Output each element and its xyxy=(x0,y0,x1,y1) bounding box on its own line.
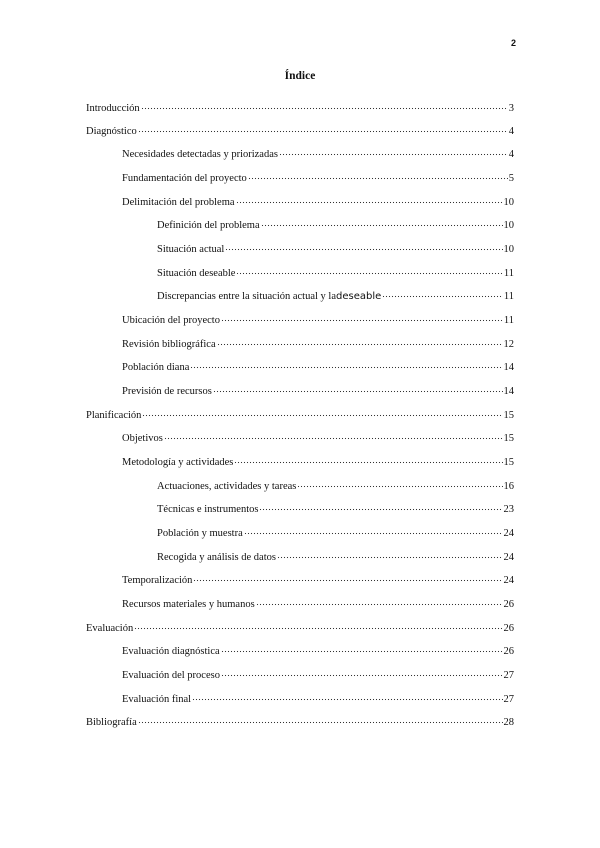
toc-entry-page: 12 xyxy=(503,339,514,350)
toc-entry-label: Evaluación del proceso xyxy=(122,670,220,681)
toc-entry-page: 24 xyxy=(503,575,514,586)
toc-entry-page: 15 xyxy=(503,410,514,421)
toc-leader-dots xyxy=(142,406,502,418)
toc-entry-label: Situación deseable xyxy=(157,268,236,279)
page-number: 2 xyxy=(510,38,516,48)
toc-entry-label: Diagnóstico xyxy=(86,126,137,137)
toc-entry-label: Temporalización xyxy=(122,575,193,586)
toc-entry[interactable] xyxy=(86,406,514,420)
toc-entry[interactable] xyxy=(122,453,514,467)
toc-entry-page: 27 xyxy=(503,670,514,681)
toc-entry[interactable] xyxy=(157,216,514,230)
toc-leader-dots xyxy=(261,216,503,228)
toc-leader-dots xyxy=(190,358,502,370)
toc-entry-page: 10 xyxy=(503,197,514,208)
toc-entry[interactable] xyxy=(157,264,514,278)
toc-entry-label: Recursos materiales y humanos xyxy=(122,599,255,610)
toc-entry[interactable] xyxy=(86,99,514,113)
toc-entry-page: 24 xyxy=(503,552,514,563)
toc-entry-page: 10 xyxy=(503,220,514,231)
toc-entry[interactable] xyxy=(122,145,514,159)
toc-leader-dots xyxy=(192,690,502,702)
toc-leader-dots xyxy=(213,382,503,394)
toc-entry-label: Fundamentación del proyecto xyxy=(122,173,247,184)
toc-entry-label: Necesidades detectadas y priorizadas xyxy=(122,149,278,160)
toc-entry[interactable] xyxy=(157,500,514,514)
toc-entry-label: Población diana xyxy=(122,362,190,373)
toc-entry-label: Recogida y análisis de datos xyxy=(157,552,276,563)
toc-leader-dots xyxy=(259,500,502,512)
toc-entry-label: Bibliografía xyxy=(86,717,137,728)
toc-entry-page: 10 xyxy=(503,244,514,255)
toc-entry-page: 4 xyxy=(508,149,514,160)
toc-entry[interactable] xyxy=(86,122,514,136)
toc-entry[interactable] xyxy=(86,713,514,727)
toc-entry-label: Delimitación del problema xyxy=(122,197,235,208)
toc-leader-dots xyxy=(297,477,502,489)
toc-entry-label: Definición del problema xyxy=(157,220,260,231)
toc-entry-page: 26 xyxy=(503,646,514,657)
toc-entry-page: 26 xyxy=(503,623,514,634)
toc-entry-page: 15 xyxy=(503,433,514,444)
toc-entry-label: Evaluación diagnóstica xyxy=(122,646,220,657)
toc-leader-dots xyxy=(244,524,503,536)
toc-entry-page: 26 xyxy=(503,599,514,610)
toc-entry-label: Previsión de recursos xyxy=(122,386,212,397)
toc-leader-dots xyxy=(134,619,502,631)
toc-entry-page: 3 xyxy=(508,103,514,114)
toc-leader-dots xyxy=(221,666,503,678)
toc-entry[interactable] xyxy=(157,524,514,538)
toc-entry[interactable] xyxy=(157,240,514,254)
toc-leader-dots xyxy=(236,193,503,205)
toc-entry-page: 11 xyxy=(503,291,514,302)
toc-entry-label: Metodología y actividades xyxy=(122,457,234,468)
page-title: Índice xyxy=(284,70,316,82)
toc-leader-dots xyxy=(225,240,502,252)
toc-entry-label: Introducción xyxy=(86,103,140,114)
toc-entry-label: Ubicación del proyecto xyxy=(122,315,220,326)
toc-entry-page: 14 xyxy=(503,386,514,397)
toc-entry[interactable] xyxy=(122,358,514,372)
toc-leader-dots xyxy=(236,264,502,276)
toc-entry-label: Evaluación xyxy=(86,623,134,634)
toc-entry[interactable] xyxy=(122,690,514,704)
toc-entry[interactable] xyxy=(122,335,514,349)
toc-entry[interactable] xyxy=(122,571,514,585)
toc-leader-dots xyxy=(221,311,503,323)
toc-entry[interactable] xyxy=(122,311,514,325)
toc-entry-label: Objetivos xyxy=(122,433,163,444)
toc-entry-label: Evaluación final xyxy=(122,694,192,705)
toc-leader-dots xyxy=(256,595,503,607)
toc-leader-dots xyxy=(277,548,503,560)
toc-entry-label-suffix: deseable xyxy=(336,291,382,302)
toc-entry[interactable] xyxy=(122,642,514,656)
toc-leader-dots xyxy=(193,571,502,583)
toc-entry-page: 28 xyxy=(503,717,514,728)
toc-entry[interactable] xyxy=(122,382,514,396)
toc-entry-label: Técnicas e instrumentos xyxy=(157,504,259,515)
toc-leader-dots xyxy=(279,145,508,157)
toc-entry-label: Actuaciones, actividades y tareas xyxy=(157,481,297,492)
toc-entry[interactable] xyxy=(122,169,514,183)
toc-entry[interactable] xyxy=(86,619,514,633)
toc-entry-page: 16 xyxy=(503,481,514,492)
toc-entry-label: Situación actual xyxy=(157,244,225,255)
toc-leader-dots xyxy=(217,335,503,347)
toc-entry-page: 15 xyxy=(503,457,514,468)
toc-entry-page: 4 xyxy=(508,126,514,137)
toc-entry-label: Discrepancias entre la situación actual y la xyxy=(157,291,337,302)
toc-leader-dots xyxy=(141,99,508,111)
toc-leader-dots xyxy=(234,453,502,465)
toc-entry[interactable] xyxy=(122,666,514,680)
toc-leader-dots xyxy=(248,169,508,181)
toc-leader-dots xyxy=(138,122,508,134)
toc-entry[interactable] xyxy=(122,193,514,207)
toc-entry-page: 11 xyxy=(503,268,514,279)
toc-entry[interactable] xyxy=(157,287,514,301)
toc-entry[interactable] xyxy=(157,548,514,562)
toc-leader-dots xyxy=(221,642,503,654)
toc-entry-page: 27 xyxy=(503,694,514,705)
toc-entry-label: Planificación xyxy=(86,410,142,421)
toc-entry[interactable] xyxy=(122,429,514,443)
toc-leader-dots xyxy=(138,713,503,725)
toc-entry[interactable] xyxy=(122,595,514,609)
toc-entry[interactable] xyxy=(157,477,514,491)
toc-leader-dots xyxy=(164,429,503,441)
toc-entry-page: 24 xyxy=(503,528,514,539)
toc-entry-page: 5 xyxy=(508,173,514,184)
toc-entry-label: Población y muestra xyxy=(157,528,243,539)
toc-entry-label: Revisión bibliográfica xyxy=(122,339,216,350)
toc-leader-dots xyxy=(382,287,503,299)
toc-entry-page: 14 xyxy=(503,362,514,373)
toc-entry-page: 11 xyxy=(503,315,514,326)
toc-entry-page: 23 xyxy=(503,504,514,515)
